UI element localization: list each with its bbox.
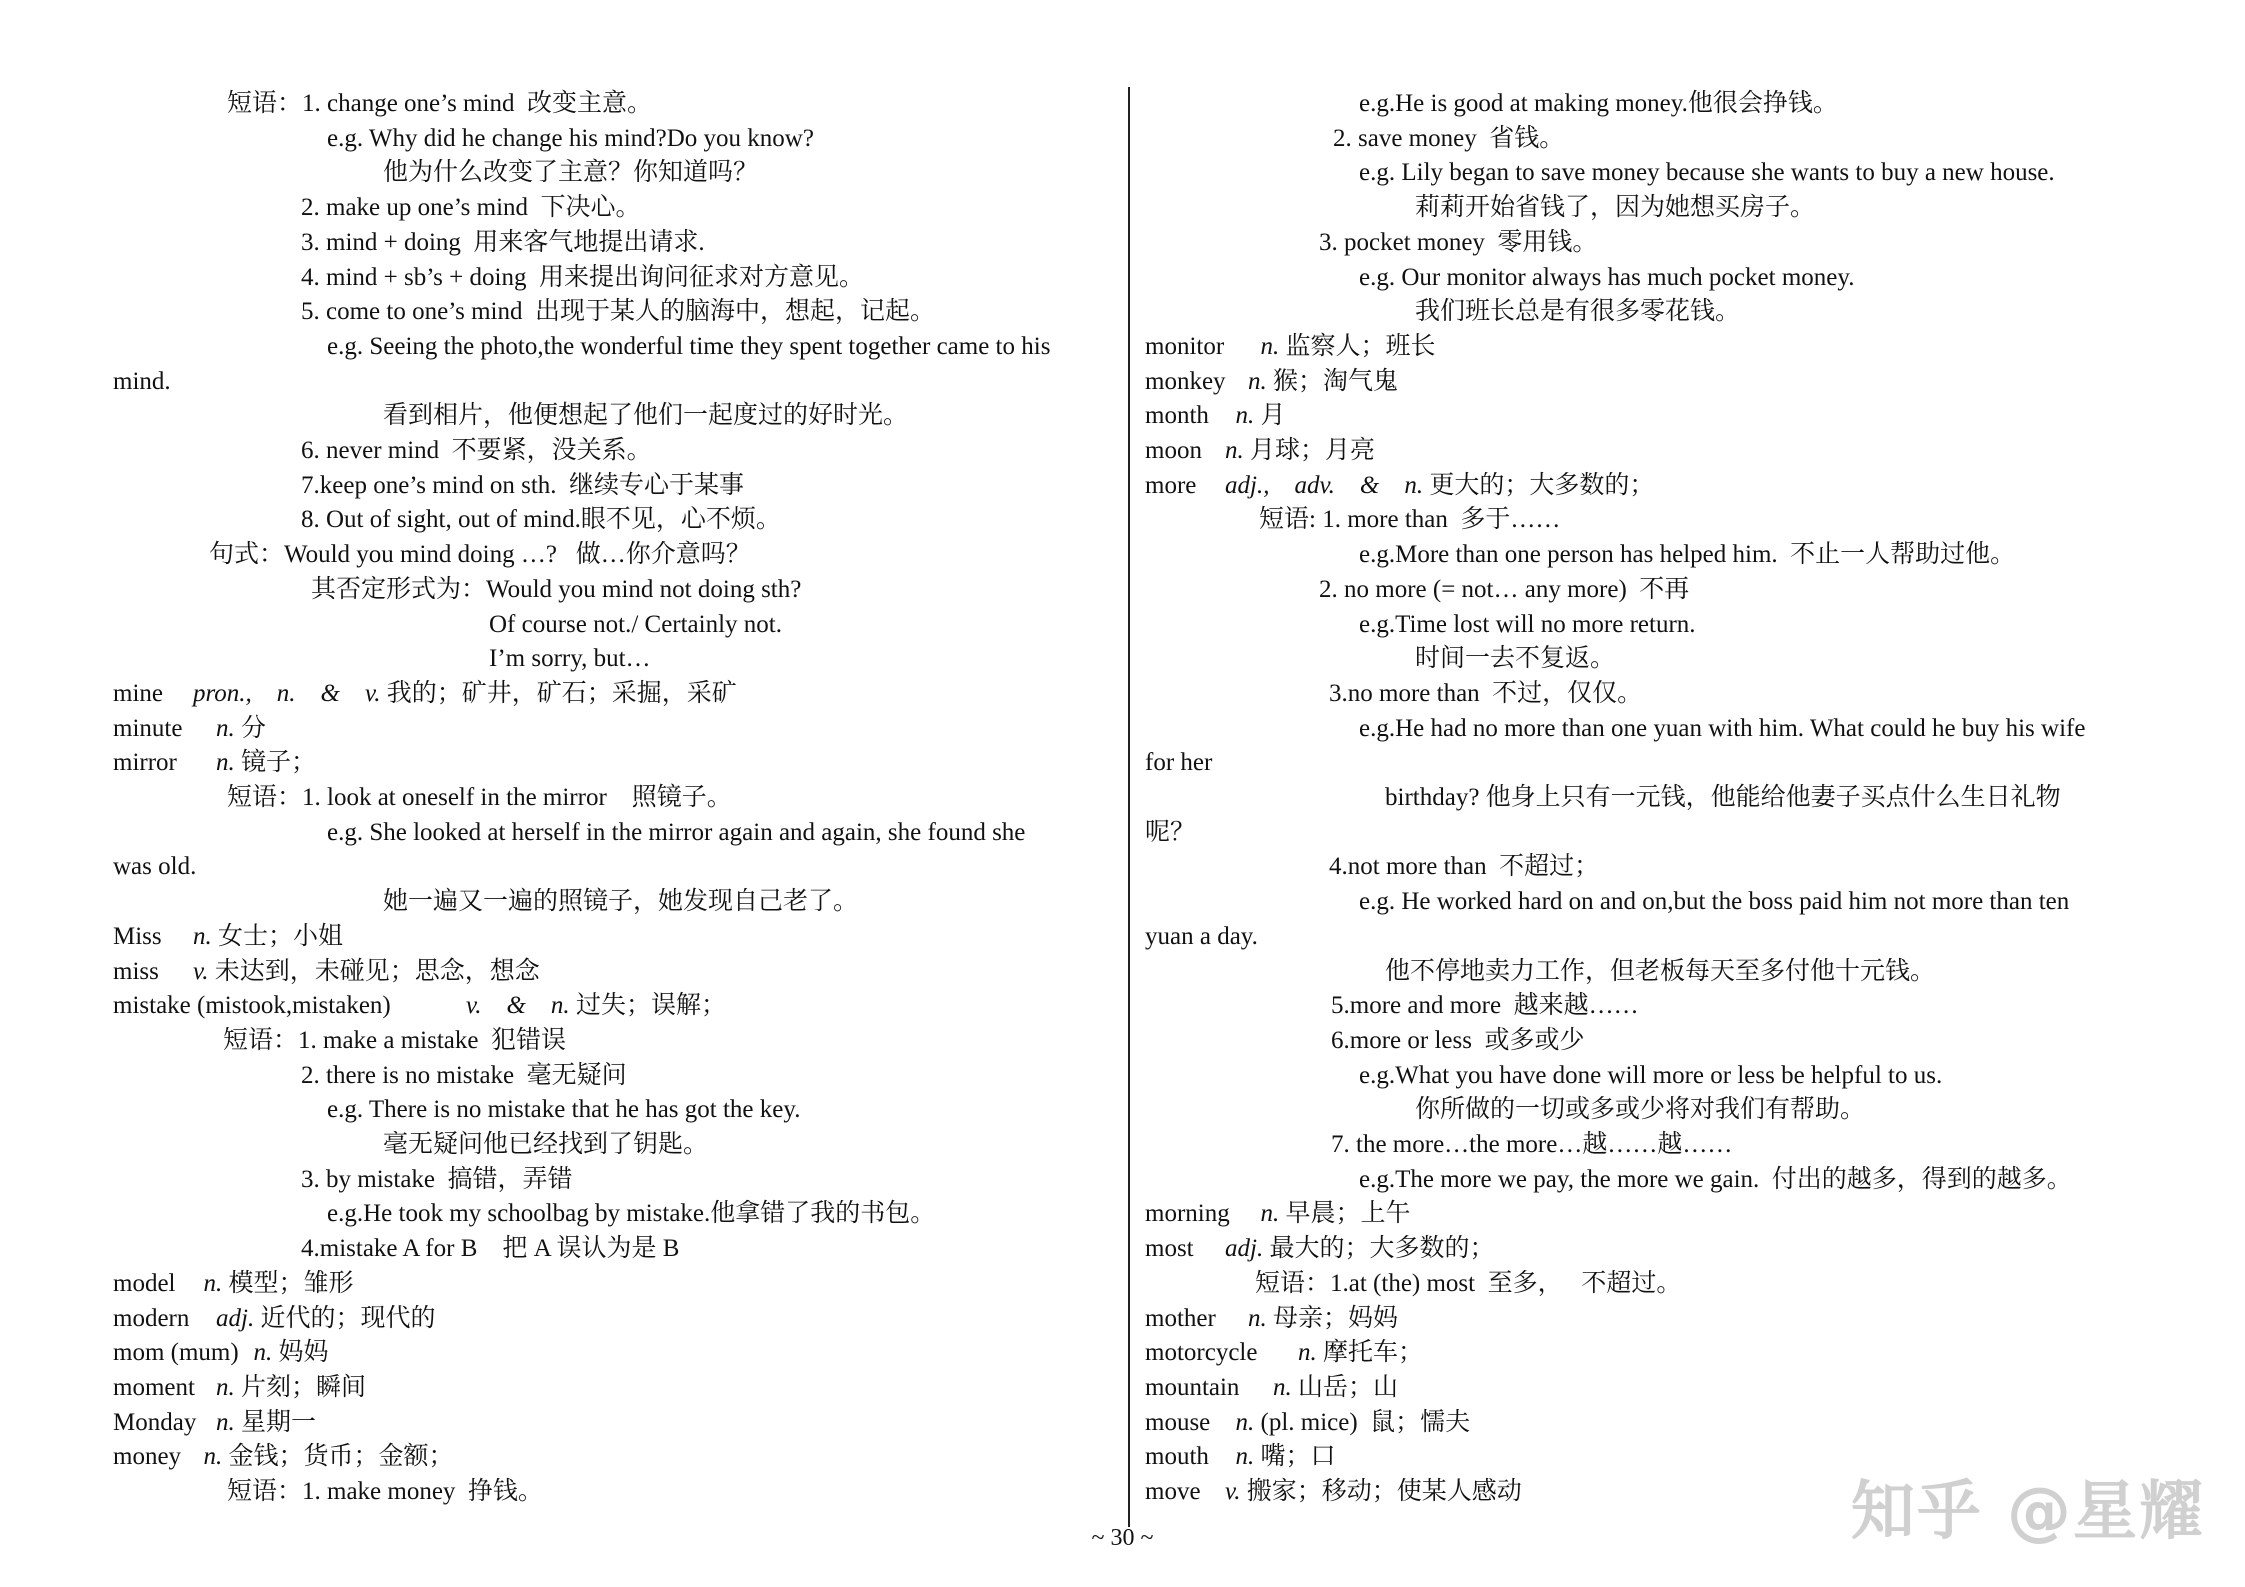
line-text: 他不停地卖力工作，但老板每天至多付他十元钱。: [1385, 957, 1936, 985]
page-number: ~ 30 ~: [1091, 1525, 1154, 1551]
entry-line: [1145, 1406, 1470, 1441]
line-text: 我们班长总是有很多零花钱。: [1415, 298, 1741, 326]
text-line: [489, 608, 782, 643]
headword: mouth: [1145, 1443, 1209, 1471]
line-text: e.g. There is no mistake that he has got the key.: [327, 1096, 801, 1124]
entry-line: [113, 1302, 435, 1337]
line-text: 句式：Would you mind doing …? 做…你介意吗？: [209, 541, 751, 569]
definition: 女士；小姐: [211, 922, 344, 950]
text-line: [1359, 1059, 1942, 1094]
entry-line: [1145, 1197, 1411, 1232]
definition: 片刻；瞬间: [234, 1373, 367, 1401]
line-text: 看到相片，他便想起了他们一起度过的好时光。: [383, 402, 909, 430]
text-line: [1329, 677, 1642, 712]
line-text: yuan a day.: [1145, 922, 1258, 950]
part-of-speech: n.: [1298, 1339, 1317, 1367]
entry-line: [1145, 1302, 1398, 1337]
line-text: 4. mind + sb’s + doing 用来提出询问征求对方意见。: [301, 263, 864, 291]
entry-line: [1145, 399, 1286, 434]
line-text: mind.: [113, 367, 171, 395]
headword: mouse: [1145, 1408, 1211, 1436]
line-text: 3. pocket money 零用钱。: [1319, 228, 1598, 256]
part-of-speech: v. & n.: [466, 992, 570, 1020]
definition: 早晨；上午: [1279, 1200, 1411, 1228]
line-text: e.g. He worked hard on and on,but the boss paid him not more than ten: [1359, 888, 2070, 916]
definition: 星期一: [234, 1408, 317, 1436]
definition: 模型；雏形: [222, 1269, 354, 1297]
headword: mother: [1145, 1304, 1216, 1332]
line-text: 她一遍又一遍的照镜子，她发现自己老了。: [383, 888, 859, 916]
headword: mirror: [113, 749, 177, 777]
line-text: e.g.He is good at making money.他很会挣钱。: [1359, 90, 1838, 117]
headword: month: [1145, 402, 1209, 430]
line-text: 8. Out of sight, out of mind.眼不见，心不烦。: [301, 506, 781, 534]
text-line: [1415, 1093, 1865, 1128]
line-text: 毫无疑问他已经找到了钥匙。: [383, 1131, 709, 1158]
entry-line: [113, 920, 343, 955]
headword: mom (mum): [113, 1339, 239, 1367]
text-line: [1385, 781, 2061, 816]
entry-line: [113, 1336, 329, 1371]
entry-line: [1145, 1371, 1398, 1406]
entry-line: [113, 1440, 454, 1475]
text-line: [1415, 191, 1815, 226]
line-text: 5.more and more 越来越……: [1331, 992, 1639, 1020]
text-line: [301, 1163, 573, 1198]
definition: 月球；月亮: [1243, 437, 1376, 464]
line-text: birthday? 他身上只有一元钱，他能给他妻子买点什么生日礼物: [1385, 784, 2061, 811]
line-text: 3. by mistake 搞错，弄错: [301, 1165, 573, 1193]
text-line: [301, 503, 781, 538]
text-line: [1359, 538, 2015, 573]
entry-line: [113, 712, 266, 747]
line-text: Of course not./ Certainly not.: [489, 610, 782, 638]
text-line: [223, 1024, 566, 1059]
part-of-speech: pron., n. & v.: [193, 679, 381, 707]
headword: Miss: [113, 922, 162, 950]
part-of-speech: n.: [1248, 367, 1267, 395]
text-line: [327, 330, 1050, 365]
entry-line: [1145, 469, 1654, 504]
part-of-speech: n.: [1248, 1304, 1267, 1332]
part-of-speech: adj.: [1225, 1235, 1264, 1263]
headword: mountain: [1145, 1373, 1240, 1401]
text-line: [113, 365, 171, 400]
line-text: e.g.He had no more than one yuan with him. What could he buy his wife: [1359, 714, 2086, 742]
text-line: [1331, 989, 1639, 1024]
headword: moon: [1145, 437, 1202, 464]
headword: monkey: [1145, 367, 1226, 395]
line-text: 你所做的一切或多或少将对我们有帮助。: [1415, 1096, 1866, 1124]
line-text: 呢？: [1145, 818, 1196, 846]
headword: motorcycle: [1145, 1339, 1258, 1367]
line-text: 莉莉开始省钱了，因为她想买房子。: [1415, 194, 1816, 222]
line-text: e.g.He took my schoolbag by mistake.他拿错了我的书包。: [327, 1200, 936, 1228]
headword: money: [113, 1443, 182, 1471]
line-text: 7.keep one’s mind on sth. 继续专心于某事: [301, 471, 745, 499]
entry-line: [1145, 1475, 1522, 1510]
line-text: 7. the more…the more…越……越……: [1331, 1131, 1733, 1158]
definition: 我的；矿井，矿石；采掘，采矿: [380, 679, 737, 707]
definition: 山岳；山: [1291, 1373, 1399, 1401]
line-text: 2. save money 省钱。: [1333, 124, 1565, 152]
line-text: 3.no more than 不过，仅仅。: [1329, 679, 1643, 707]
definition: 金钱；货币；金额；: [222, 1443, 454, 1471]
text-line: [301, 469, 744, 504]
text-line: [489, 642, 651, 677]
part-of-speech: n.: [203, 1269, 223, 1297]
line-text: e.g.What you have done will more or less be helpful to us.: [1359, 1061, 1943, 1089]
part-of-speech: n.: [1235, 402, 1255, 430]
entry-line: [1145, 1232, 1494, 1267]
part-of-speech: n.: [1260, 1200, 1280, 1228]
column-divider: [1128, 87, 1130, 1527]
line-text: was old.: [113, 853, 197, 881]
text-line: [1359, 885, 2069, 920]
headword: Monday: [113, 1408, 197, 1436]
text-line: [1259, 503, 1560, 538]
part-of-speech: n.: [216, 1408, 235, 1436]
line-text: I’m sorry, but…: [489, 645, 651, 673]
headword: morning: [1145, 1200, 1230, 1228]
headword: miss: [113, 957, 159, 985]
line-text: e.g. Our monitor always has much pocket money.: [1359, 263, 1855, 291]
text-line: [383, 885, 858, 920]
headword: modern: [113, 1304, 190, 1332]
entry-line: [113, 989, 726, 1024]
part-of-speech: n.: [1235, 1443, 1255, 1471]
definition: 过失；误解；: [569, 992, 726, 1020]
text-line: [1331, 1128, 1732, 1163]
text-line: [1415, 642, 1615, 677]
entry-line: [1145, 365, 1398, 400]
definition: 摩托车；: [1316, 1339, 1424, 1367]
definition: 分: [234, 714, 267, 742]
line-text: for her: [1145, 749, 1213, 777]
part-of-speech: n.: [193, 922, 212, 950]
part-of-speech: v.: [193, 957, 209, 985]
line-text: 2. make up one’s mind 下决心。: [301, 194, 641, 222]
text-line: [1255, 1267, 1681, 1302]
line-text: e.g. Why did he change his mind?Do you know?: [327, 124, 814, 152]
line-text: 6.more or less 或多或少: [1331, 1026, 1585, 1054]
definition: 嘴；口: [1254, 1443, 1336, 1471]
definition: 近代的；现代的: [254, 1304, 436, 1332]
headword: model: [113, 1269, 176, 1297]
part-of-speech: n.: [216, 1373, 235, 1401]
entry-line: [1145, 1440, 1336, 1475]
definition: 母亲；妈妈: [1266, 1304, 1399, 1332]
line-text: e.g.The more we pay, the more we gain. 付出的越多，得到的越多。: [1359, 1165, 2072, 1193]
entry-line: [1145, 434, 1375, 469]
text-line: [1359, 261, 1854, 296]
part-of-speech: n.: [1225, 437, 1244, 464]
definition: 猴；淘气鬼: [1266, 367, 1399, 395]
text-line: [1359, 608, 1696, 643]
definition: (pl. mice) 鼠；懦夫: [1254, 1408, 1471, 1436]
text-line: [301, 226, 705, 261]
headword: mine: [113, 679, 163, 707]
headword: move: [1145, 1478, 1201, 1505]
text-line: [209, 538, 751, 573]
part-of-speech: n.: [216, 714, 235, 742]
line-text: e.g.Time lost will no more return.: [1359, 610, 1696, 638]
part-of-speech: n.: [1235, 1408, 1255, 1436]
text-line: [301, 434, 652, 469]
definition: 搬家；移动；使某人感动: [1240, 1478, 1522, 1505]
line-text: 2. there is no mistake 毫无疑问: [301, 1061, 627, 1089]
headword: minute: [113, 714, 183, 742]
headword: mistake (mistook,mistaken): [113, 992, 391, 1020]
definition: 镜子；: [234, 749, 317, 777]
text-line: [1319, 573, 1689, 608]
entry-line: [1145, 1336, 1423, 1371]
line-text: 6. never mind 不要紧，没关系。: [301, 437, 652, 464]
text-line: [227, 1475, 543, 1510]
text-line: [327, 1197, 935, 1232]
definition: 监察人；班长: [1279, 332, 1436, 360]
part-of-speech: v.: [1225, 1478, 1241, 1505]
definition: 最大的；大多数的；: [1263, 1235, 1495, 1263]
text-line: [383, 399, 908, 434]
line-text: 短语：1. make a mistake 犯错误: [223, 1026, 566, 1054]
text-line: [1329, 850, 1599, 885]
entry-line: [113, 677, 737, 712]
text-line: [1359, 712, 2085, 747]
text-line: [1359, 156, 2055, 191]
text-line: [1359, 1163, 2072, 1198]
headword: moment: [113, 1373, 195, 1401]
text-line: [311, 573, 801, 608]
line-text: 短语：1. make money 挣钱。: [227, 1478, 543, 1505]
entry-line: [113, 955, 540, 990]
line-text: e.g. Seeing the photo,the wonderful time they spent together came to his: [327, 332, 1051, 360]
line-text: 短语：1. change one’s mind 改变主意。: [227, 90, 652, 117]
text-line: [1145, 920, 1258, 955]
text-line: [301, 191, 641, 226]
line-text: 短语：1. look at oneself in the mirror 照镜子。: [227, 784, 732, 811]
definition: 妈妈: [272, 1339, 329, 1367]
text-line: [383, 156, 758, 191]
definition: 未达到，未碰见；思念，想念: [208, 957, 540, 985]
text-line: [301, 295, 935, 330]
line-text: 短语: 1. more than 多于……: [1259, 506, 1561, 534]
line-text: 3. mind + doing 用来客气地提出请求.: [301, 228, 705, 256]
line-text: 4.not more than 不超过；: [1329, 853, 1600, 881]
line-text: 2. no more (= not… any more) 不再: [1319, 575, 1690, 603]
entry-line: [113, 1371, 366, 1406]
entry-line: [113, 1406, 316, 1441]
line-text: e.g.More than one person has helped him. 不止一人帮助过他。: [1359, 541, 2016, 569]
line-text: e.g. She looked at herself in the mirror again and again, she found she: [327, 818, 1026, 846]
text-line: [113, 850, 196, 885]
text-line: [383, 1128, 708, 1163]
part-of-speech: adj., adv. & n.: [1225, 471, 1424, 499]
headword: monitor: [1145, 332, 1225, 360]
part-of-speech: n.: [1260, 332, 1280, 360]
part-of-speech: n.: [253, 1339, 273, 1367]
headword: more: [1145, 471, 1197, 499]
text-line: [1145, 746, 1212, 781]
text-line: [1385, 955, 1935, 990]
text-line: [301, 261, 864, 296]
entry-line: [113, 746, 316, 781]
definition: 月: [1254, 402, 1286, 430]
text-line: [327, 122, 814, 157]
part-of-speech: n.: [216, 749, 235, 777]
entry-line: [113, 1267, 354, 1302]
line-text: e.g. Lily began to save money because she wants to buy a new house.: [1359, 159, 2055, 187]
text-line: [1359, 87, 1838, 122]
watermark: 知乎 @星耀: [1850, 1475, 2205, 1549]
line-text: 时间一去不复返。: [1415, 645, 1616, 673]
line-text: 5. come to one’s mind 出现于某人的脑海中，想起，记起。: [301, 298, 935, 326]
text-line: [1415, 295, 1740, 330]
text-line: [327, 1093, 801, 1128]
text-line: [327, 816, 1025, 851]
part-of-speech: n.: [1273, 1373, 1292, 1401]
line-text: 4.mistake A for B 把 A 误认为是 B: [301, 1235, 680, 1263]
line-text: 短语：1.at (the) most 至多， 不超过。: [1255, 1269, 1682, 1297]
text-line: [1331, 1024, 1584, 1059]
part-of-speech: n.: [203, 1443, 223, 1471]
entry-line: [1145, 330, 1436, 365]
headword: most: [1145, 1235, 1194, 1263]
line-text: 其否定形式为：Would you mind not doing sth?: [311, 575, 802, 603]
text-line: [1333, 122, 1564, 157]
line-text: 他为什么改变了主意？你知道吗？: [383, 159, 759, 187]
text-line: [227, 87, 652, 122]
text-line: [301, 1232, 679, 1267]
part-of-speech: adj.: [216, 1304, 255, 1332]
text-line: [227, 781, 732, 816]
text-line: [1145, 816, 1195, 851]
text-line: [1319, 226, 1597, 261]
definition: 更大的；大多数的；: [1423, 471, 1655, 499]
text-line: [301, 1059, 627, 1094]
